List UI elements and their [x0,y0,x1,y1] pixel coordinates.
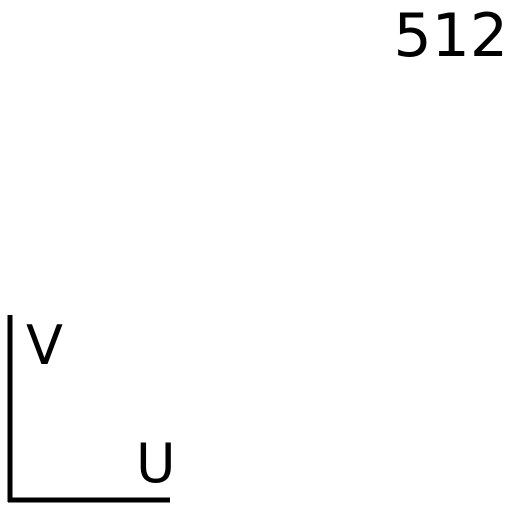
v-axis-label: V [26,314,63,377]
u-axis-label: U [136,432,176,495]
texture-size-label: 512 [393,1,508,71]
